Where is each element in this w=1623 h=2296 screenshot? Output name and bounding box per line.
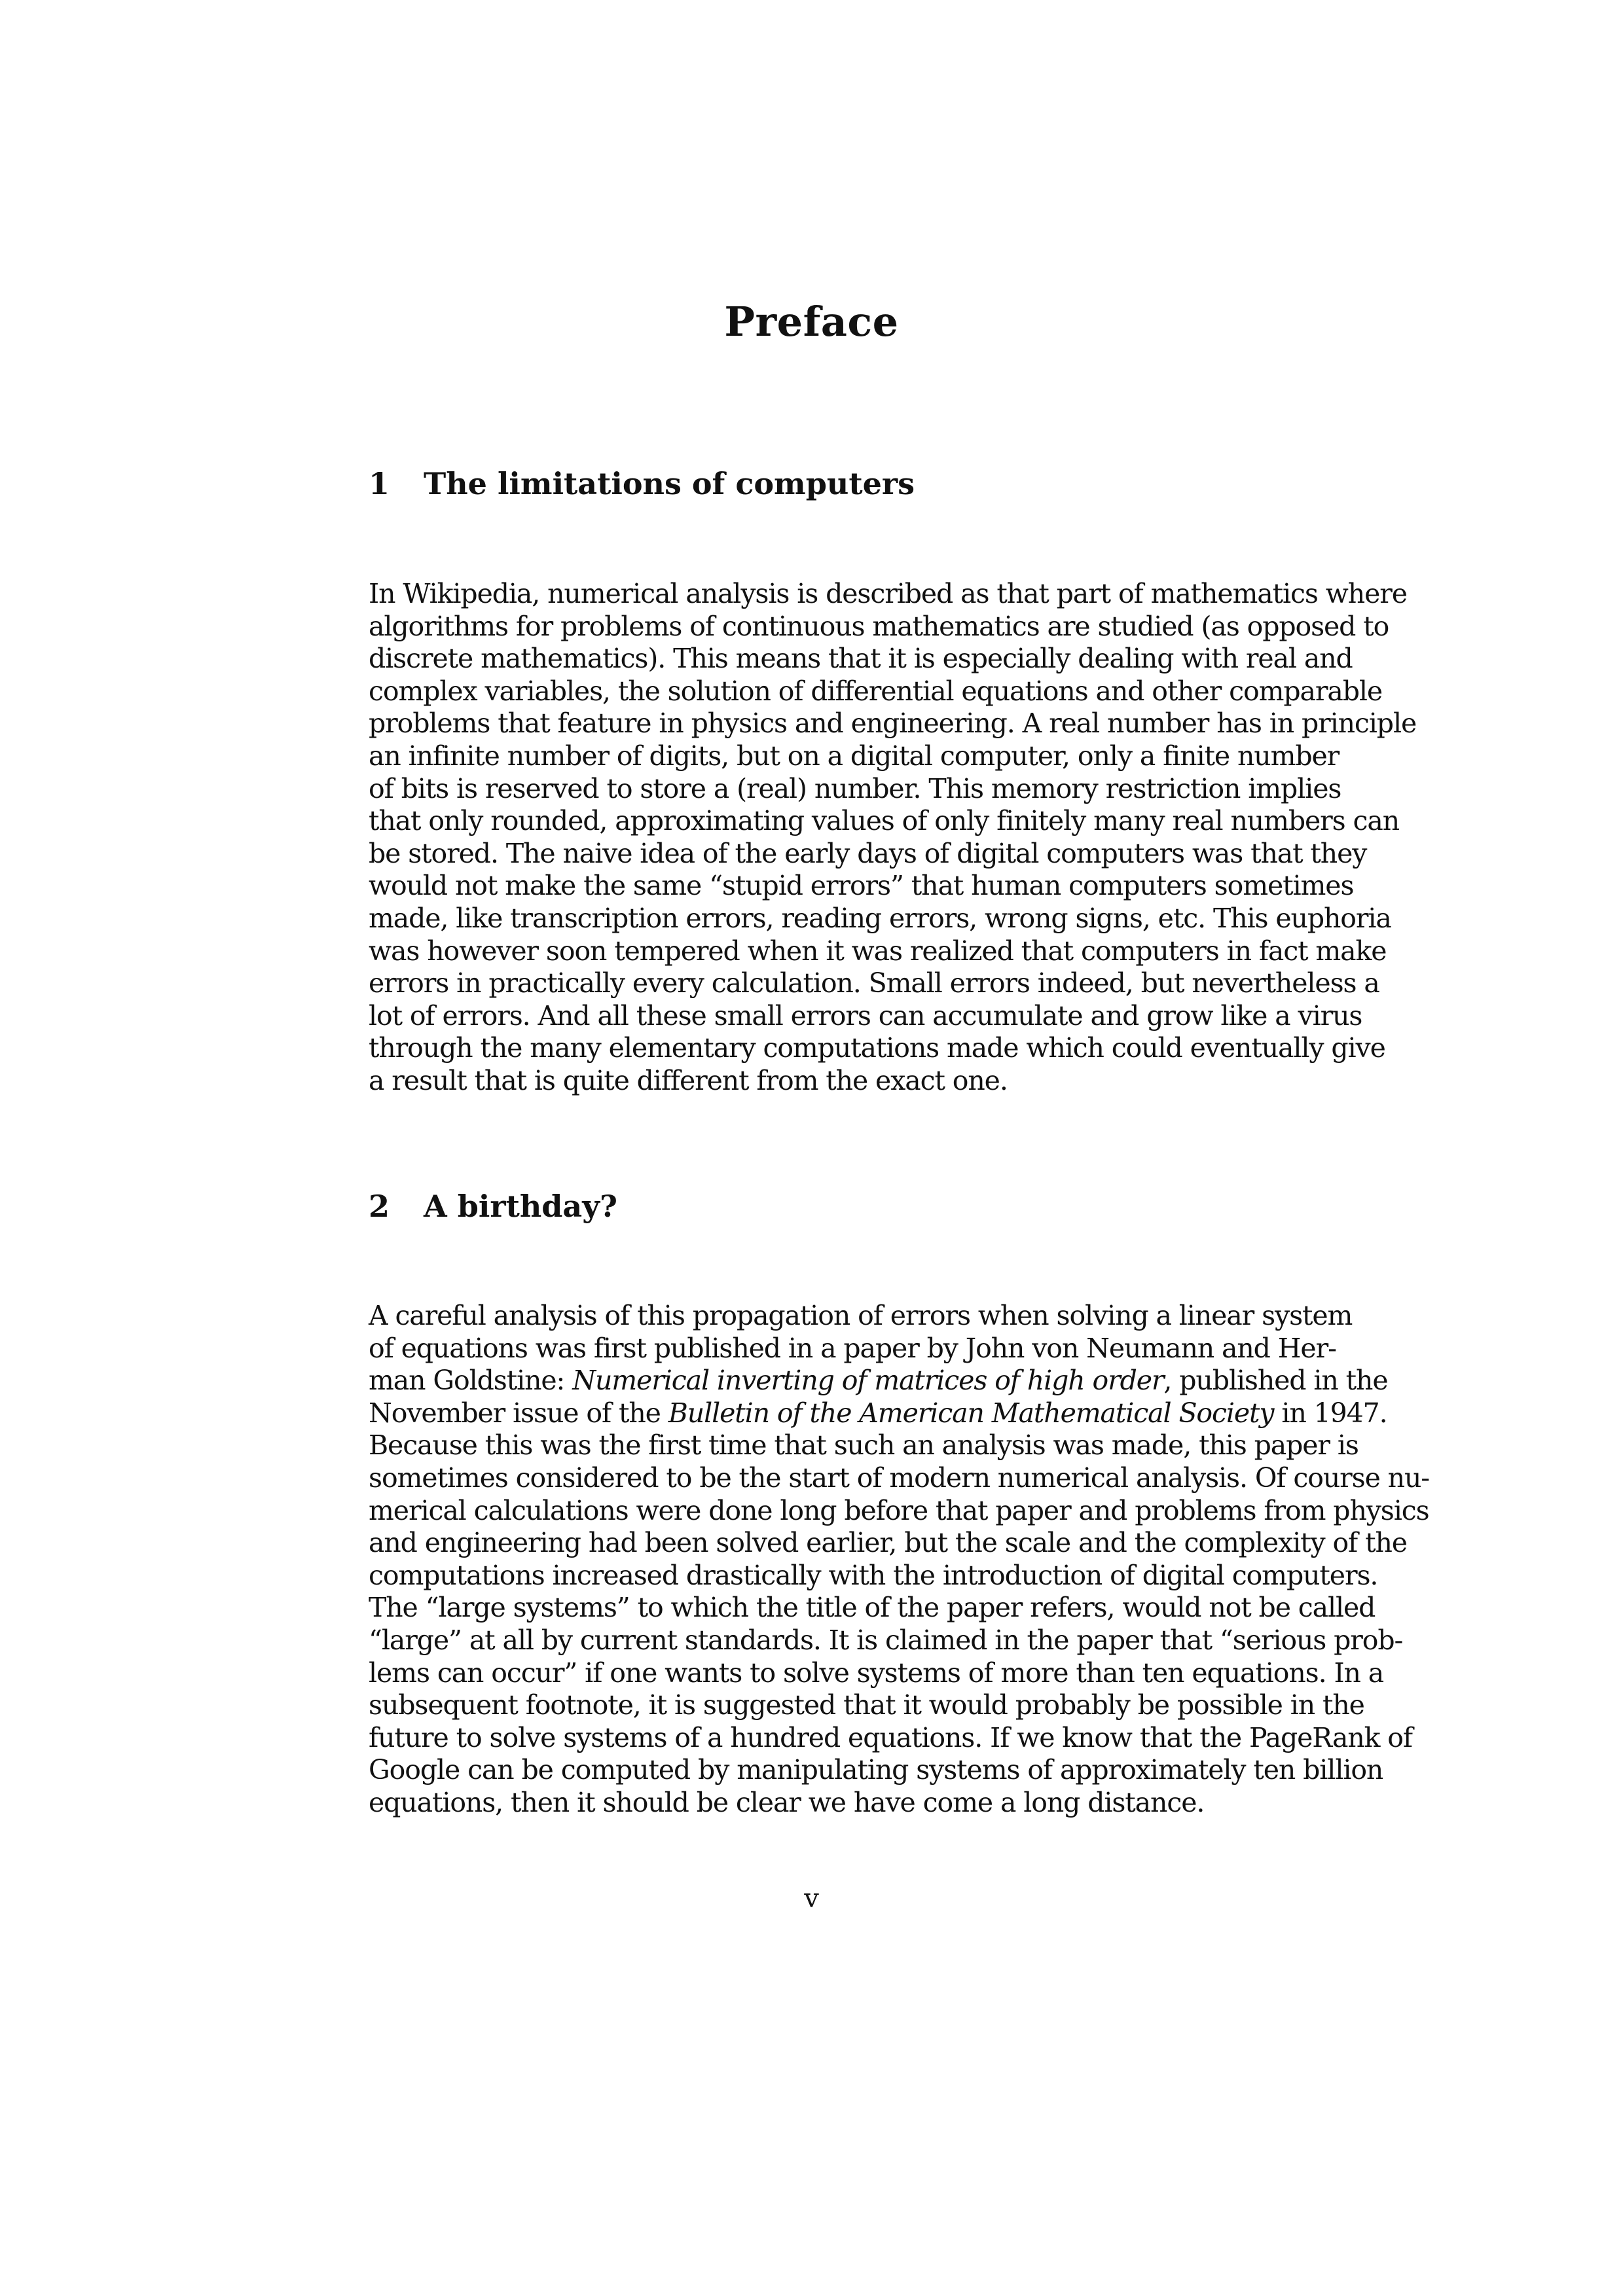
text-line [369,1397,1387,1430]
paragraph-birthday [369,1300,1430,1820]
paragraph-limitations [369,578,1417,1098]
section-title: A birthday? [424,1189,617,1224]
text-line: a result that is quite different from the exact one. [369,1064,1008,1096]
text-line: subsequent footnote, it is suggested that it would probably be possible in the [369,1689,1364,1721]
text-line: problems that feature in physics and engineering. A real number has in principle [369,708,1417,740]
text-segment: man Goldstine: [369,1365,573,1397]
text-line: Because this was the first time that such an analysis was made, this paper is [369,1429,1359,1462]
text-line: computations increased drastically with the introduction of digital computers. [369,1559,1378,1591]
page-title: Preface [724,298,899,346]
text-line: In Wikipedia, numerical analysis is described as that part of mathematics where [369,578,1407,609]
text-segment: November issue of the [369,1397,668,1429]
text-line: discrete mathematics). This means that it is especially dealing with real and [369,643,1353,675]
text-line: made, like transcription errors, reading errors, wrong signs, etc. This euphoria [369,902,1391,934]
text-line: sometimes considered to be the start of modern numerical analysis. Of course nu- [369,1462,1430,1494]
journal-title: Bulletin of the American Mathematical Society [668,1397,1274,1429]
text-line: The “large systems” to which the title of the paper refers, would not be called [369,1592,1376,1624]
text-line [369,1365,1388,1397]
section-heading-birthday [369,1189,1324,1225]
text-line: errors in practically every calculation. Small errors indeed, but nevertheless a [369,967,1379,999]
text-line: be stored. The naive idea of the early days of digital computers was that they [369,837,1367,869]
section-title: The limitations of computers [424,466,915,501]
text-line: Google can be computed by manipulating systems of approximately ten billion [369,1754,1383,1786]
text-line: and engineering had been solved earlier, but the scale and the complexity of the [369,1527,1407,1559]
text-line: future to solve systems of a hundred equations. If we know that the PageRank of [369,1721,1412,1753]
text-line: an infinite number of digits, but on a digital computer, only a finite number [369,740,1340,772]
text-line: lems can occur” if one wants to solve systems of more than ten equations. In a [369,1657,1384,1689]
text-line: complex variables, the solution of differential equations and other comparable [369,675,1383,707]
text-line: was however soon tempered when it was realized that computers in fact make [369,935,1387,967]
section-number: 1 [369,466,390,501]
text-line: A careful analysis of this propagation of errors when solving a linear system [369,1300,1353,1331]
text-line: of bits is reserved to store a (real) number. This memory restriction implies [369,772,1341,804]
text-line: through the many elementary computations made which could eventually give [369,1032,1385,1064]
text-segment: in 1947. [1273,1397,1387,1429]
text-line: lot of errors. And all these small errors can accumulate and grow like a virus [369,999,1362,1031]
text-line: would not make the same “stupid errors” that human computers sometimes [369,870,1354,902]
paper-title: Numerical inverting of matrices of high order [572,1365,1164,1397]
section-heading-limitations [369,466,1324,502]
text-line: equations, then it should be clear we have come a long distance. [369,1786,1205,1818]
section-number: 2 [369,1189,390,1224]
text-line: merical calculations were done long before that paper and problems from physics [369,1494,1429,1526]
text-line: of equations was first published in a paper by John von Neumann and Her- [369,1332,1336,1364]
text-line: “large” at all by current standards. It is claimed in the paper that “serious prob- [369,1624,1403,1656]
page-number: v [804,1884,819,1914]
text-segment: , published in the [1163,1365,1388,1397]
text-line: algorithms for problems of continuous mathematics are studied (as opposed to [369,610,1389,642]
text-line: that only rounded, approximating values of only finitely many real numbers can [369,805,1400,837]
